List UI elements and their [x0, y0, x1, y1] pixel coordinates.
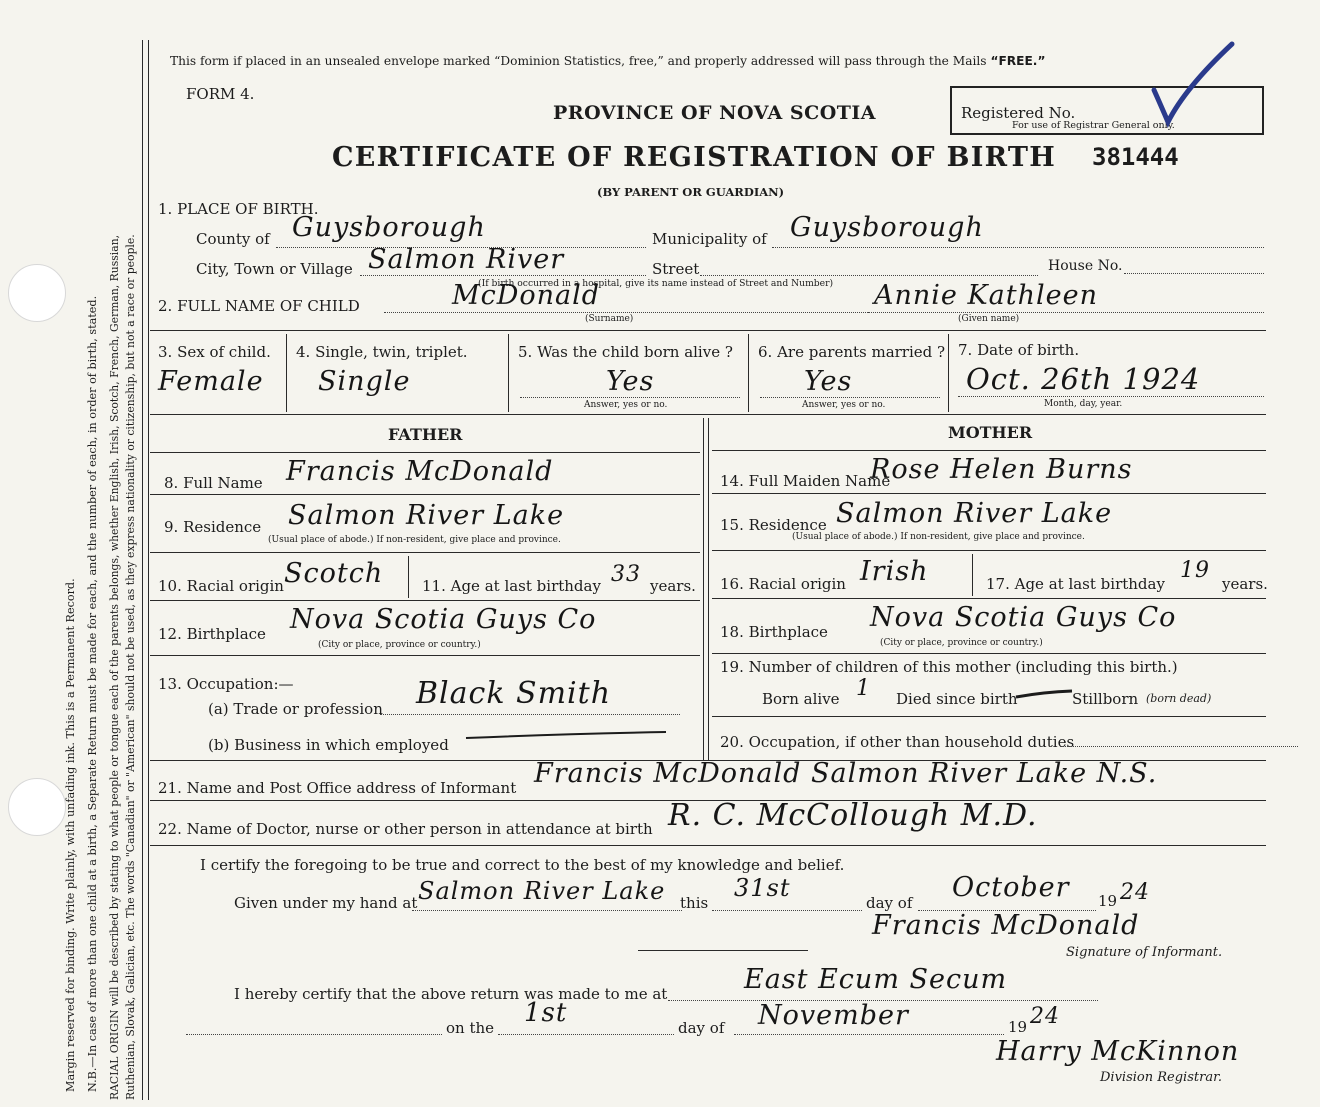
- surname-caption: (Surname): [585, 314, 634, 324]
- city-value[interactable]: Salmon River: [368, 244, 565, 275]
- registrar-statement: I hereby certify that the above return was made to me at: [234, 985, 668, 1003]
- municipality-value[interactable]: Guysborough: [790, 212, 984, 243]
- date-of-birth-label: 7. Date of birth.: [958, 341, 1080, 359]
- registrar-check-mark: [1140, 38, 1240, 138]
- registered-number-note: For use of Registrar General only.: [1012, 120, 1175, 131]
- certification-year-prefix: 19: [1098, 892, 1118, 910]
- mother-rule-2: [712, 493, 1266, 494]
- father-birthplace-label: 12. Birthplace: [158, 625, 266, 643]
- father-age-value[interactable]: 33: [611, 562, 641, 587]
- county-value[interactable]: Guysborough: [292, 212, 486, 243]
- father-business-label: (b) Business in which employed: [208, 736, 449, 754]
- this-label: this: [680, 894, 709, 912]
- stillborn-note: (born dead): [1146, 692, 1212, 705]
- given-name-caption: (Given name): [958, 314, 1020, 324]
- margin-racial-origin-note: RACIAL ORIGIN will be described by stating to what people or tongue each of the parents belongs, whether English, Irish, Scotch, French, German, Russian,: [108, 234, 121, 1100]
- father-heading: FATHER: [388, 425, 463, 444]
- registrar-signature-caption: Division Registrar.: [1100, 1070, 1222, 1085]
- mother-name-label: 14. Full Maiden Name: [720, 472, 891, 490]
- divider-4-5: [508, 334, 509, 412]
- margin-binding-note: Margin reserved for binding. Write plainly, with unfading ink. This is a Permanent Record.: [64, 578, 77, 1092]
- informant-label: 21. Name and Post Office address of Informant: [158, 779, 517, 797]
- father-business-blank-dash: [462, 726, 672, 746]
- parents-married-label: 6. Are parents married ?: [758, 343, 946, 361]
- mother-age-value[interactable]: 19: [1180, 558, 1210, 583]
- mother-rule-6: [712, 716, 1266, 717]
- mother-divider-16-17: [972, 554, 973, 596]
- date-of-birth-line: [958, 396, 1264, 397]
- rule-after-name: [150, 330, 1266, 331]
- plurality-value[interactable]: Single: [318, 366, 411, 397]
- mother-rule-3: [712, 550, 1266, 551]
- rule-after-row-3: [150, 414, 1266, 415]
- child-surname-line: [384, 312, 868, 313]
- left-margin-border: [142, 40, 143, 1100]
- given-place-line: [412, 910, 682, 911]
- father-origin-label: 10. Racial origin: [158, 577, 284, 595]
- mother-birthplace-note: (City or place, province or country.): [880, 638, 1043, 648]
- center-divider: [703, 418, 704, 760]
- registered-number-label: Registered No.: [961, 104, 1076, 122]
- certification-year-value[interactable]: 24: [1120, 880, 1150, 905]
- city-line: [360, 275, 646, 276]
- county-label: County of: [196, 230, 270, 248]
- child-given-line: [868, 312, 1264, 313]
- father-name-value[interactable]: Francis McDonald: [286, 456, 554, 487]
- punch-hole-bottom: [8, 778, 66, 836]
- father-residence-label: 9. Residence: [164, 518, 262, 536]
- registrar-day-line: [498, 1034, 674, 1035]
- mother-occupation-label: 20. Occupation, if other than household duties: [720, 733, 1075, 751]
- mother-residence-label: 15. Residence: [720, 516, 827, 534]
- left-margin-border-inner: [148, 40, 149, 1100]
- father-rule-5: [150, 655, 700, 656]
- rule-after-doctor: [150, 845, 1266, 846]
- father-residence-value[interactable]: Salmon River Lake: [288, 500, 565, 531]
- father-divider-10-11: [408, 556, 409, 598]
- mail-notice-text: This form if placed in an unsealed envelope marked “Dominion Statistics, free,” and properly addressed will pass through the Mails: [170, 54, 991, 68]
- father-age-label: 11. Age at last birthday: [422, 577, 601, 595]
- born-alive-line: [520, 397, 740, 398]
- child-surname[interactable]: McDonald: [452, 280, 601, 311]
- doctor-label: 22. Name of Doctor, nurse or other person in attendance at birth: [158, 820, 653, 838]
- registrar-on-line: [186, 1034, 442, 1035]
- mail-notice: [170, 54, 1045, 68]
- father-rule-4: [150, 600, 700, 601]
- father-trade-value[interactable]: Black Smith: [416, 676, 612, 711]
- mother-origin-label: 16. Racial origin: [720, 575, 846, 593]
- house-number-line: [1124, 273, 1264, 274]
- given-place-value[interactable]: Salmon River Lake: [418, 877, 666, 905]
- margin-racial-origin-note-2: Ruthenian, Slovak, Galician, etc. The words "Canadian" or "American" should not be used, as they express nationality or citizenship, but not a race or people.: [124, 234, 137, 1100]
- center-divider-2: [708, 418, 709, 760]
- registrar-month-value[interactable]: November: [758, 1000, 909, 1031]
- municipality-label: Municipality of: [652, 230, 767, 248]
- father-trade-label: (a) Trade or profession: [208, 700, 383, 718]
- father-years-label: years.: [650, 577, 696, 595]
- municipality-line: [772, 247, 1264, 248]
- house-number-label: House No.: [1048, 258, 1123, 274]
- sex-value[interactable]: Female: [158, 366, 264, 397]
- registrar-day-value[interactable]: 1st: [524, 998, 568, 1028]
- parents-married-line: [760, 397, 940, 398]
- child-given-name[interactable]: Annie Kathleen: [874, 280, 1098, 311]
- parents-married-value[interactable]: Yes: [804, 366, 853, 397]
- mother-occupation-line: [1060, 746, 1298, 747]
- mother-birthplace-label: 18. Birthplace: [720, 623, 828, 641]
- mother-children-label: 19. Number of children of this mother (including this birth.): [720, 658, 1178, 676]
- certificate-number: 381444: [1092, 143, 1179, 171]
- date-of-birth-value[interactable]: Oct. 26th 1924: [966, 362, 1201, 396]
- born-alive-value[interactable]: Yes: [606, 366, 655, 397]
- died-since-birth-label: Died since birth: [896, 690, 1018, 708]
- street-label: Street: [652, 260, 700, 278]
- hospital-note: (If birth occurred in a hospital, give its name instead of Street and Number): [478, 278, 834, 289]
- registrar-place-value[interactable]: East Ecum Secum: [744, 964, 1008, 995]
- sex-label: 3. Sex of child.: [158, 343, 271, 361]
- father-rule-2: [150, 494, 700, 495]
- mail-notice-free: “FREE.”: [990, 54, 1046, 68]
- born-alive-count-label: Born alive: [762, 690, 840, 708]
- mother-rule-4: [712, 598, 1266, 599]
- father-occupation-label: 13. Occupation:—: [158, 675, 294, 693]
- certification-month-value[interactable]: October: [952, 872, 1070, 903]
- father-birthplace-note: (City or place, province or country.): [318, 640, 481, 650]
- mother-birthplace-value[interactable]: Nova Scotia Guys Co: [870, 602, 1177, 633]
- born-alive-count-value[interactable]: 1: [856, 676, 871, 701]
- certificate-subtitle: (BY PARENT OR GUARDIAN): [597, 185, 785, 199]
- parents-married-caption: Answer, yes or no.: [802, 400, 886, 410]
- divider-3-4: [286, 334, 287, 412]
- born-alive-caption: Answer, yes or no.: [584, 400, 668, 410]
- certificate-title: CERTIFICATE OF REGISTRATION OF BIRTH: [332, 142, 1057, 173]
- father-rule-3: [150, 552, 700, 553]
- certification-day-of-label: day of: [866, 894, 913, 912]
- registrar-month-line: [734, 1034, 1004, 1035]
- informant-signature-caption: Signature of Informant.: [1066, 945, 1223, 960]
- father-name-label: 8. Full Name: [164, 474, 263, 492]
- short-divider: [638, 950, 808, 951]
- certification-statement: I certify the foregoing to be true and correct to the best of my knowledge and belief.: [200, 856, 845, 874]
- mother-residence-value[interactable]: Salmon River Lake: [836, 498, 1113, 529]
- registrar-day-of-label: day of: [678, 1019, 725, 1037]
- divider-6-7: [948, 334, 949, 412]
- registrar-on-label: on the: [446, 1019, 495, 1037]
- father-trade-line: [380, 714, 680, 715]
- street-line: [700, 275, 1038, 276]
- child-name-label: 2. FULL NAME OF CHILD: [158, 297, 360, 315]
- certification-day-line: [712, 910, 862, 911]
- registrar-year-prefix: 19: [1008, 1018, 1028, 1036]
- margin-multiple-births-note: N.B.—In case of more than one child at a birth, a Separate Return must be made for each, and the number of each, in order of birth, stated.: [86, 295, 99, 1092]
- city-label: City, Town or Village: [196, 260, 353, 278]
- mother-origin-value[interactable]: Irish: [860, 556, 929, 587]
- mother-residence-note: (Usual place of abode.) If non-resident, give place and province.: [792, 532, 1085, 542]
- registrar-year-value[interactable]: 24: [1030, 1004, 1060, 1029]
- father-birthplace-value[interactable]: Nova Scotia Guys Co: [290, 604, 597, 635]
- father-rule-1: [150, 452, 700, 453]
- father-residence-note: (Usual place of abode.) If non-resident, give place and province.: [268, 535, 561, 545]
- mother-rule-5: [712, 653, 1266, 654]
- province-heading: PROVINCE OF NOVA SCOTIA: [553, 102, 877, 124]
- father-origin-value[interactable]: Scotch: [284, 558, 384, 589]
- certification-day-value[interactable]: 31st: [734, 874, 791, 902]
- given-under-hand-label: Given under my hand at: [234, 894, 418, 912]
- doctor-value[interactable]: R. C. McCollough M.D.: [668, 798, 1038, 833]
- stillborn-label: Stillborn: [1072, 690, 1139, 708]
- mother-rule-1: [712, 450, 1266, 451]
- divider-5-6: [748, 334, 749, 412]
- mother-age-label: 17. Age at last birthday: [986, 575, 1165, 593]
- mother-heading: MOTHER: [948, 423, 1033, 442]
- form-number: FORM 4.: [186, 85, 255, 103]
- informant-signature[interactable]: Francis McDonald: [872, 910, 1140, 941]
- punch-hole-top: [8, 264, 66, 322]
- plurality-label: 4. Single, twin, triplet.: [296, 343, 468, 361]
- mother-name-value[interactable]: Rose Helen Burns: [870, 454, 1133, 485]
- place-of-birth-label: 1. PLACE OF BIRTH.: [158, 200, 319, 218]
- registrar-signature[interactable]: Harry McKinnon: [996, 1036, 1240, 1067]
- informant-value[interactable]: Francis McDonald Salmon River Lake N.S.: [534, 758, 1158, 789]
- date-of-birth-caption: Month, day, year.: [1044, 399, 1123, 409]
- mother-years-label: years.: [1222, 575, 1268, 593]
- born-alive-label: 5. Was the child born alive ?: [518, 343, 733, 361]
- died-since-birth-dash: [1014, 688, 1074, 702]
